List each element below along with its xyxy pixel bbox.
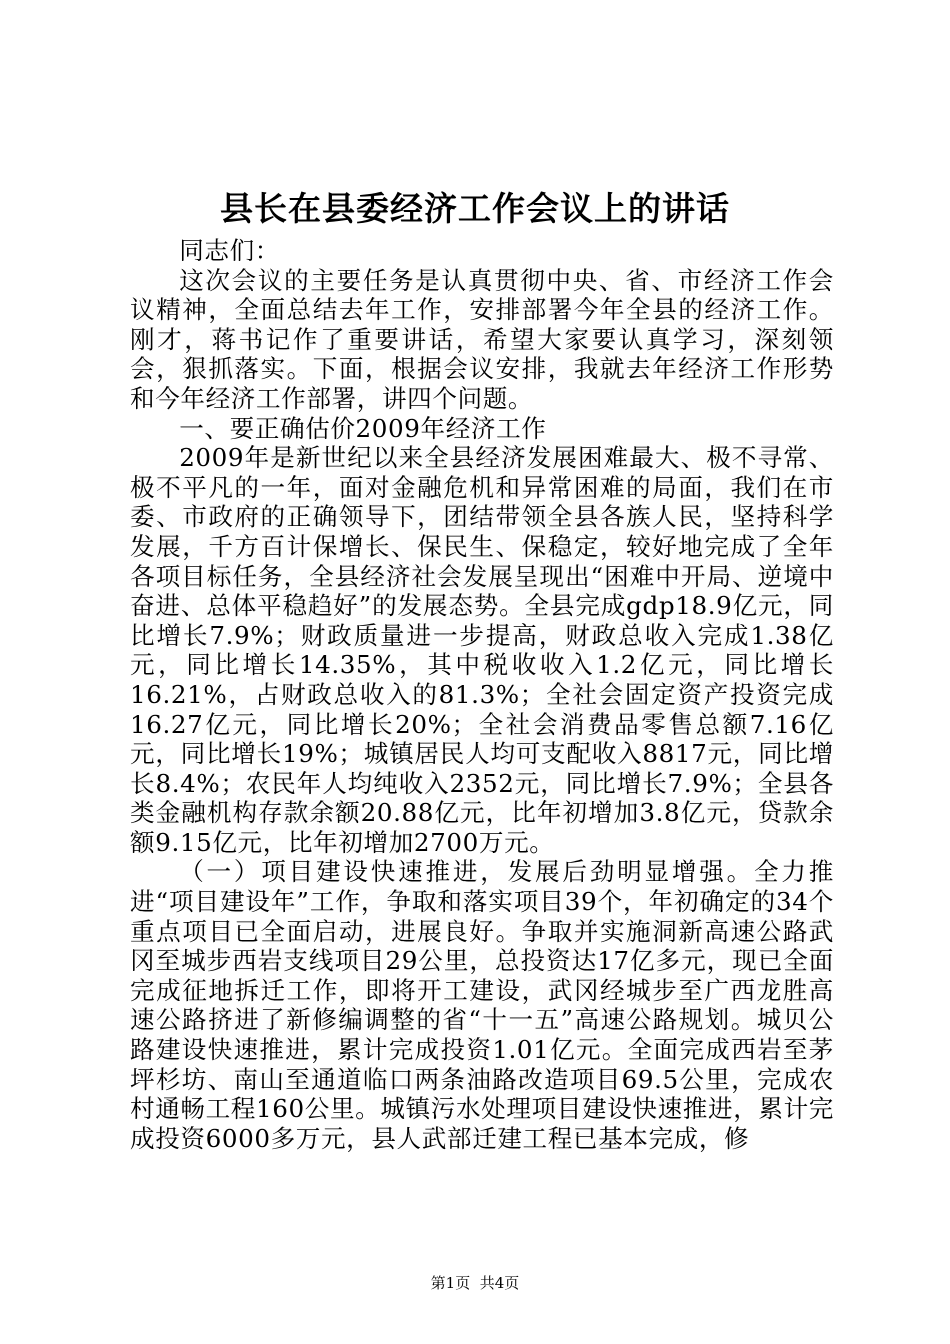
salutation-paragraph: 同志们：: [179, 236, 280, 265]
footer-spacer: [470, 1274, 480, 1292]
section-heading-1: 一、要正确估价2009年经济工作: [179, 413, 547, 443]
document-body: [130, 236, 834, 1153]
intro-paragraph: 这次会议的主要任务是认真贯彻中央、省、市经济工作会议精神，全面总结去年工作，安排部署今年全县的经济工作。刚才，蒋书记作了重要讲话，希望大家要认真学习，深刻领会，狠抓落实。下面，根据会议安排，我就去年经济工作形势和今年经济工作部署，讲四个问题。: [130, 265, 834, 413]
document-title: 县长在县委经济工作会议上的讲话: [220, 189, 730, 228]
page-total: 共4页: [479, 1274, 520, 1292]
summary-paragraph: 2009年是新世纪以来全县经济发展困难最大、极不寻常、极不平凡的一年，面对金融危机和异常困难的局面，我们在市委、市政府的正确领导下，团结带领全县各族人民，坚持科学发展，千方百计保增长、保民生、保稳定，较好地完成了全年各项目标任务，全县经济社会发展呈现出“困难中开局、逆境中奋进、总体平稳趋好”的发展态势。全县完成gdp18.9亿元，同比增长7.9%；财政质量进一步提高，财政总收入完成1.38亿元，同比增长14.35%，其中税收收入1.2亿元，同比增长16.21%，占财政总收入的81.3%；全社会固定资产投资完成16.27亿元，同比增长20%；全社会消费品零售总额7.16亿元，同比增长19%；城镇居民人均可支配收入8817元，同比增长8.4%；农民年人均纯收入2352元，同比增长7.9%；全县各类金融机构存款余额20.88亿元，比年初增加3.8亿元，贷款余额9.15亿元，比年初增加2700万元。: [130, 443, 834, 857]
subsection-paragraph-1: （一）项目建设快速推进，发展后劲明显增强。全力推进“项目建设年”工作，争取和落实项目39个，年初确定的34个重点项目已全面启动，进展良好。争取并实施洞新高速公路武冈至城步西岩支线项目29公里，总投资达17亿多元，现已全面完成征地拆迁工作，即将开工建设，武冈经城步至广西龙胜高速公路挤进了新修编调整的省“十一五”高速公路规划。城贝公路建设快速推进，累计完成投资1.01亿元。全面完成西岩至茅坪杉坊、南山至通道临口两条油路改造项目69.5公里，完成农村通畅工程160公里。城镇污水处理项目建设快速推进，累计完成投资6000多万元，县人武部迁建工程已基本完成，修: [130, 857, 834, 1153]
page-number: 第1页: [430, 1274, 471, 1292]
page-footer: [0, 1273, 950, 1293]
